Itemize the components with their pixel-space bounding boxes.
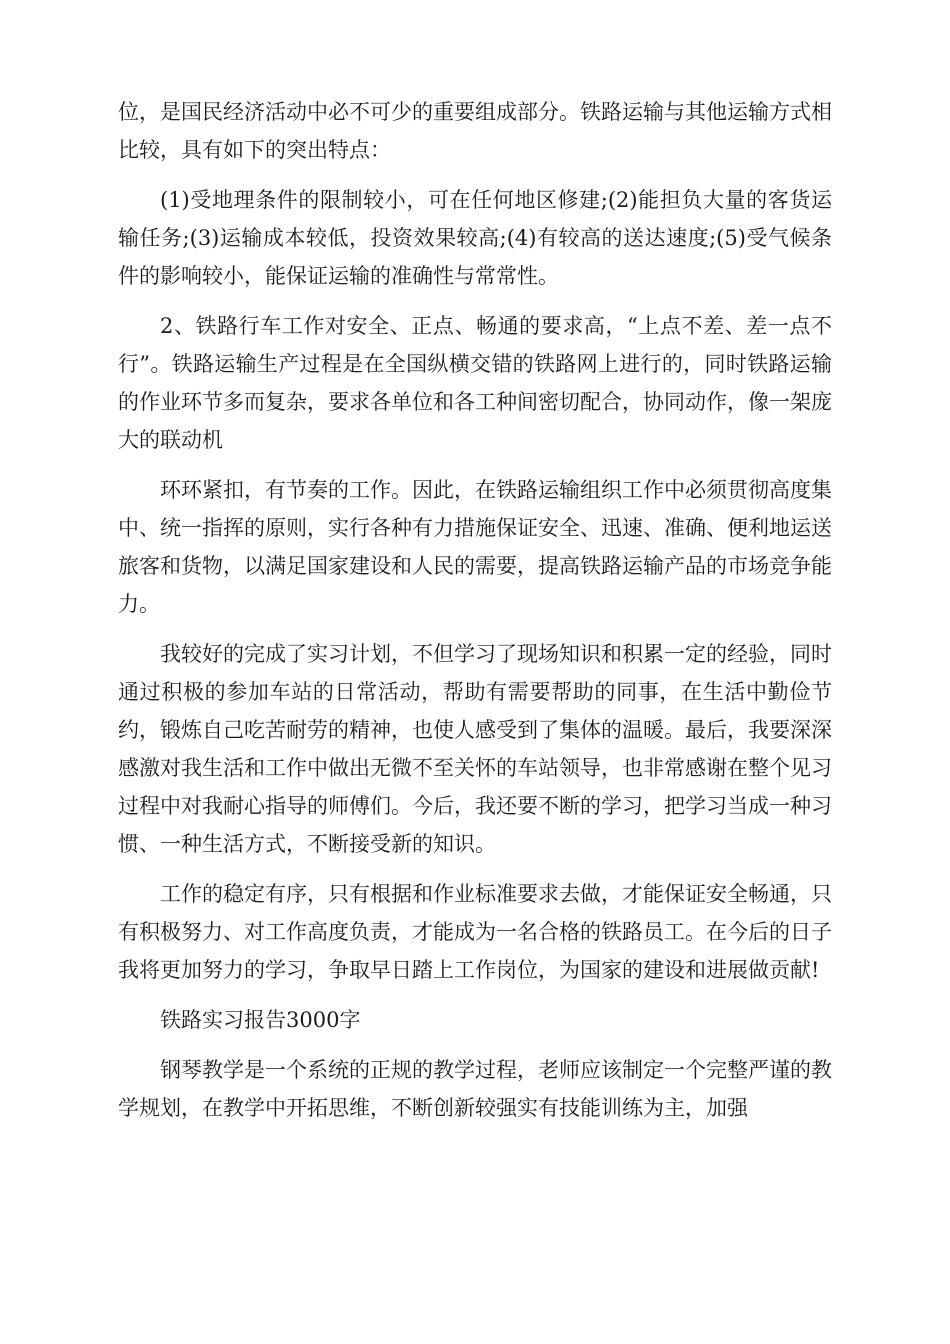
paragraph-railway-features: (1)受地理条件的限制较小，可在任何地区修建;(2)能担负大量的客货运输任务;(3)运输成本较低，投资效果较高;(4)有较高的送达速度;(5)受气候条件的影响较小，能保证运输的准确性与常常性。 xyxy=(118,188,832,288)
section-heading: 铁路实习报告3000字 xyxy=(160,1008,361,1032)
paragraph-future-goals: 工作的稳定有序，只有根据和作业标准要求去做，才能保证安全畅通，只有积极努力、对工作高度负责，才能成为一名合格的铁路员工。在今后的日子我将更加努力的学习，争取早日踏上工作岗位，为国家的建设和进展做贡献! xyxy=(118,882,832,982)
paragraph-railway-importance: 位，是国民经济活动中必不可少的重要组成部分。铁路运输与其他运输方式相比较，具有如下的突出特点： xyxy=(118,100,832,162)
paragraph-coordinated-work: 环环紧扣，有节奏的工作。因此，在铁路运输组织工作中必须贯彻高度集中、统一指挥的原则，实行各种有力措施保证安全、迅速、准确、便利地运送旅客和货物，以满足国家建设和人民的需要，提高铁路运输产品的市场竞争能力。 xyxy=(118,478,832,616)
document-page xyxy=(118,93,832,1139)
paragraph-internship-summary: 我较好的完成了实习计划，不但学习了现场知识和积累一定的经验，同时通过积极的参加车站的日常活动，帮助有需要帮助的同事，在生活中勤俭节约，锻炼自己吃苦耐劳的精神，也使人感受到了集体的温暖。最后，我要深深感激对我生活和工作中做出无微不至关怀的车站领导，也非常感谢在整个见习过程中对我耐心指导的师傅们。今后，我还要不断的学习，把学习当成一种习惯、一种生活方式，不断接受新的知识。 xyxy=(118,642,832,856)
paragraph-safety-requirements: 2、铁路行车工作对安全、正点、畅通的要求高，“上点不差、差一点不行”。铁路运输生产过程是在全国纵横交错的铁路网上进行的，同时铁路运输的作业环节多而复杂，要求各单位和各工种间密切配合，协同动作，像一架庞大的联动机 xyxy=(118,314,832,452)
paragraph-piano-teaching: 钢琴教学是一个系统的正规的教学过程，老师应该制定一个完整严谨的教学规划，在教学中开拓思维，不断创新较强实有技能训练为主，加强 xyxy=(118,1058,832,1120)
